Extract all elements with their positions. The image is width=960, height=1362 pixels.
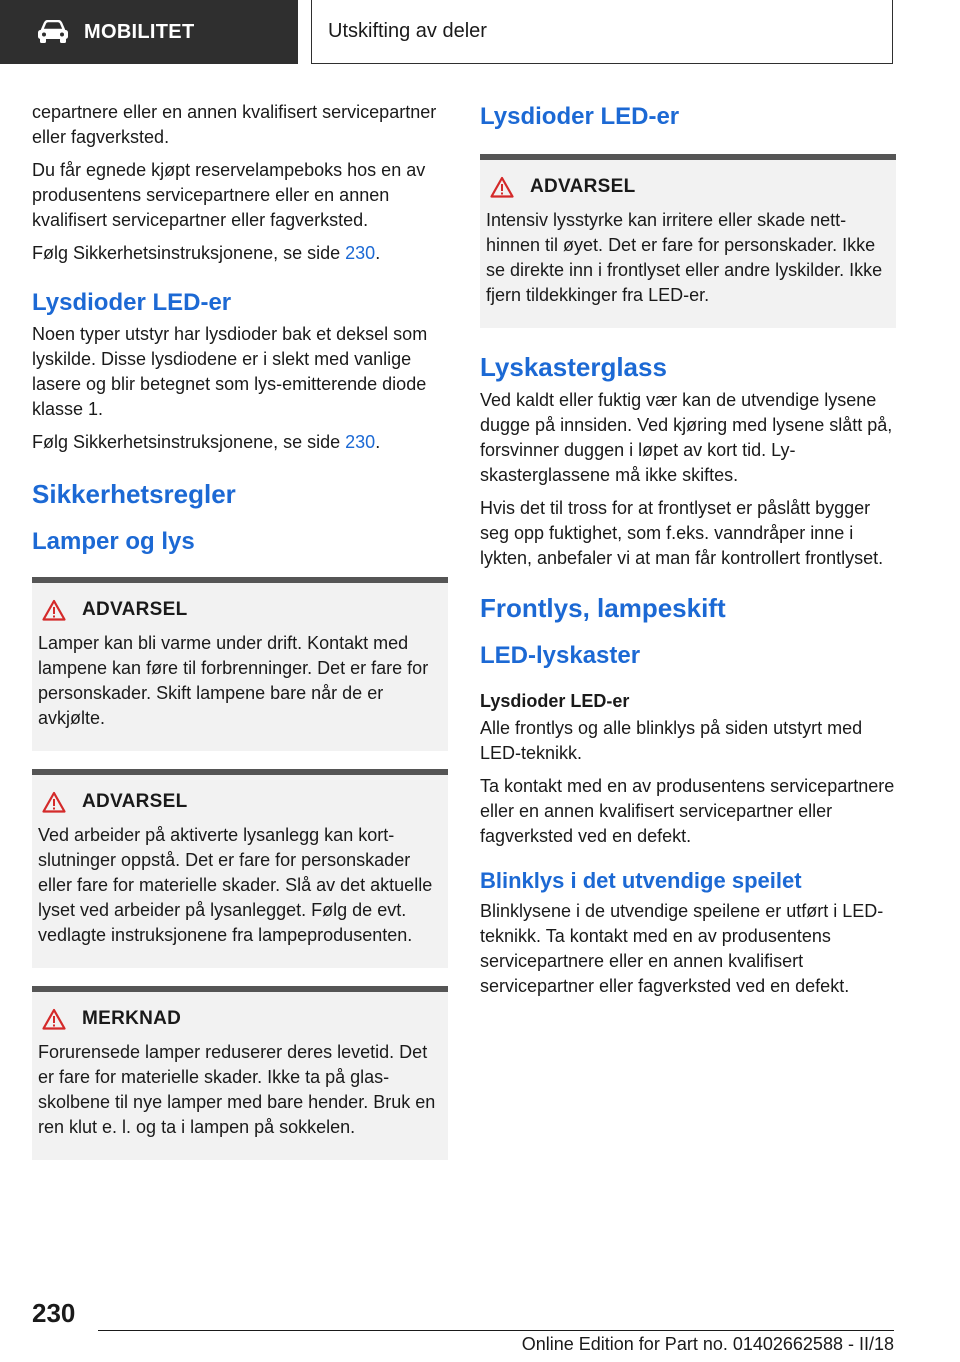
heading-led: Lysdioder LED-er [32, 289, 232, 316]
footer-divider [98, 1330, 894, 1331]
warning-text: Intensiv lysstyrke kan irritere eller skade netthinnen til øyet. Det er fare for personskader. Ikke se direkte inn i frontlyset eller andre lyskilder. Ikke fjern tildekkinger fra LED-er. [486, 210, 883, 305]
note-title: MERKNAD [82, 1008, 182, 1029]
warning-triangle-icon [42, 1008, 66, 1030]
heading-blink: Blinklys i det utvendige speilet [480, 868, 802, 893]
paragraph: Følg Sikkerhetsinstruksjonene, se side 230. [32, 243, 381, 263]
paragraph: Følg Sikkerhetsinstruksjonene, se side 230. [32, 432, 381, 452]
left-column [32, 100, 448, 1172]
heading-front: Frontlys, lampeskift [480, 593, 726, 623]
warning-box [480, 154, 896, 328]
chapter-tab [311, 0, 893, 64]
paragraph: cepartnere eller en annen kvalifisert servicepartner eller fagverksted. [32, 102, 437, 147]
page-link[interactable]: 230 [345, 432, 376, 452]
paragraph: Noen typer utstyr har lysdioder bak et deksel som lyskilde. Disse lysdiodene er i slekt med vanlige lasere og blir betegnet som lys-emitterende diode klasse 1. [32, 324, 428, 419]
heading-led: Lysdioder LED-er [480, 103, 680, 130]
warning-box [32, 769, 448, 968]
subheading-led: Lysdioder LED-er [480, 691, 630, 711]
note-box [32, 986, 448, 1160]
edition-text: Online Edition for Part no. 01402662588 - II/18 [521, 1334, 894, 1354]
warning-box [32, 577, 448, 751]
warning-title: ADVARSEL [82, 791, 188, 812]
paragraph: Du får egnede kjøpt reservelampeboks hos en av produsentens servicepartnere eller en annen kvalifisert servicepartner eller fagverksted. [32, 160, 426, 230]
heading-glass: Lyskasterglass [480, 352, 667, 382]
paragraph: Ta kontakt med en av produsentens servicepartnere eller en annen kvalifisert servicepartner eller fagverksted ved en defekt. [480, 776, 895, 846]
note-text: Forurensede lamper reduserer deres levetid. Det er fare for materielle skader. Ikke ta på glasskolbene til nye lamper med bare hender. Bruk en ren klut e. l. og ta i lampen på sokkelen. [38, 1042, 436, 1137]
warning-text: Ved arbeider på aktiverte lysanlegg kan kortslutninger oppstå. Det er fare for personskader eller fare for materielle skader. Slå av det aktuelle lyset ved arbeider på lysanlegget. Følg de evt. vedlagte instruksjonene fra lampeprodusenten. [38, 825, 433, 945]
car-icon [36, 20, 70, 44]
section-tab [0, 0, 298, 64]
heading-safety: Sikkerhetsregler [32, 479, 236, 509]
warning-triangle-icon [42, 791, 66, 813]
warning-title: ADVARSEL [530, 176, 636, 197]
heading-led-lyskaster: LED-lyskaster [480, 642, 641, 669]
chapter-title: Utskifting av deler [328, 20, 487, 42]
paragraph: Ved kaldt eller fuktig vær kan de utvendige lysene dugge på innsiden. Ved kjøring med lysene slått på, forsvinner duggen i løpet av kort tid. Lyskasterglassene må ikke skiftes. [480, 390, 893, 485]
section-title: MOBILITET [84, 20, 195, 43]
warning-title: ADVARSEL [82, 599, 188, 620]
heading-lamps: Lamper og lys [32, 528, 195, 555]
warning-triangle-icon [490, 176, 514, 198]
warning-text: Lamper kan bli varme under drift. Kontakt med lampene kan føre til forbrenninger. Det er fare for personskader. Skift lampene bare når de er avkjølte. [38, 633, 429, 728]
page-link[interactable]: 230 [345, 243, 376, 263]
right-column [480, 100, 896, 1007]
paragraph: Hvis det til tross for at frontlyset er påslått bygger seg opp fuktighet, som f.eks. vanndråper inne i lykten, anbefaler vi at man får kontrollert frontlyset. [480, 498, 884, 568]
paragraph: Alle frontlys og alle blinklys på siden utstyrt med LED-teknikk. [480, 718, 863, 763]
warning-triangle-icon [42, 599, 66, 621]
page-number: 230 [32, 1298, 76, 1328]
paragraph: Blinklysene i de utvendige speilene er utført i LED-teknikk. Ta kontakt med en av produsentens servicepartnere eller en annen kvalifisert servicepartner eller fagverksted ved en defekt. [480, 901, 884, 996]
